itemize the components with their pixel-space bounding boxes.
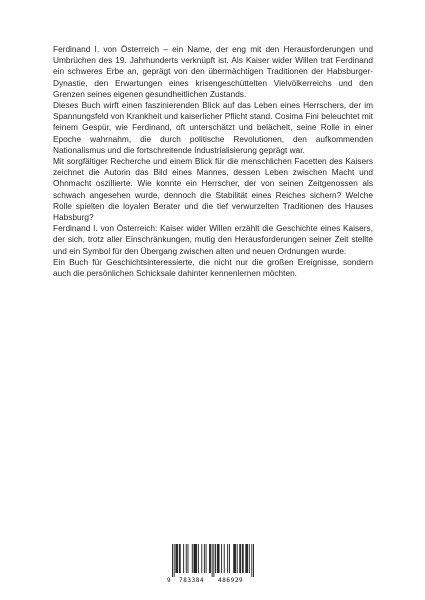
barcode-first-digit: 9 [167, 577, 171, 584]
barcode-bar [180, 544, 181, 573]
barcode-bar [229, 544, 230, 573]
barcode-bar [186, 544, 187, 573]
barcode-bar [221, 544, 222, 573]
barcode-bar [194, 544, 195, 573]
blurb-paragraph-3: Mit sorgfältiger Recherche und einem Blick für die menschlichen Facetten des Kaisers zeichnet die Autorin das Bild eines Mannes, dessen Leben zwischen Macht und Ohnmacht oszillierte. Wie konnte ein Herrscher, der von seinen Zeitgenossen als schwach angesehen wurde, dennoch die Stabilität eines Reiches sichern? Welche Rolle spielten die loyalen Berater und die tief verwurzelten Traditionen des Hauses Habsburg? [53, 156, 373, 223]
barcode-bar [245, 544, 246, 573]
blurb-paragraph-2: Dieses Buch wirft einen faszinierenden Blick auf das Leben eines Herrschers, der im Spannungsfeld von Krankheit und kaiserlicher Pflicht stand. Cosima Fini beleuchtet mit feinem Gespür, wie Ferdinand, oft unterschätzt und belächelt, seine Rolle in einer Epoche wahrnahm, die durch politische Revolutionen, den aufkommenden Nationalismus und die fortschreitende Industrialisierung geprägt war. [53, 100, 373, 155]
barcode-bar [179, 544, 180, 573]
barcode-bar [233, 544, 234, 573]
barcode-bar [217, 544, 218, 573]
barcode-bars [172, 544, 254, 577]
barcode-bar [176, 544, 177, 573]
barcode-bar [239, 544, 240, 573]
barcode-bar [246, 544, 247, 573]
barcode-bar [183, 544, 184, 573]
barcode-bar [249, 544, 250, 573]
barcode-right-group: 486929 [218, 577, 244, 584]
barcode-bar [234, 544, 235, 573]
barcode-bar [177, 544, 178, 573]
barcode-bar [195, 544, 196, 573]
barcode-bar [235, 544, 236, 573]
barcode-bar [194, 544, 195, 573]
barcode-bar [204, 544, 205, 573]
isbn-barcode [166, 542, 258, 586]
barcode-bar [247, 544, 248, 573]
barcode-bar [242, 544, 243, 573]
barcode-bar [172, 544, 173, 577]
barcode-left-group: 783384 [179, 577, 205, 584]
barcode-bar [227, 544, 228, 573]
barcode-digits [166, 576, 258, 585]
barcode-bar [209, 544, 210, 573]
barcode-bar [175, 544, 176, 573]
barcode-bar [240, 544, 241, 573]
barcode-bar [188, 544, 189, 573]
barcode-bar [215, 544, 216, 573]
barcode-bar [196, 544, 197, 573]
barcode-bar [218, 544, 219, 573]
blurb-paragraph-5: Ein Buch für Geschichtsinteressierte, die nicht nur die großen Ereignisse, sondern auch die persönlichen Schicksale dahinter kennenlernen möchten. [53, 256, 373, 279]
barcode-bar [219, 544, 220, 573]
barcode-bar [243, 544, 244, 573]
blurb-text [53, 44, 373, 279]
barcode-bar [213, 544, 214, 577]
barcode-bar [224, 544, 225, 573]
barcode-bar [237, 544, 238, 573]
barcode-bar [192, 544, 193, 573]
barcode-bar [198, 544, 199, 573]
barcode-bar [201, 544, 202, 573]
barcode-bar [212, 544, 213, 577]
barcode-bar [206, 544, 207, 573]
barcode-bar [174, 544, 175, 577]
blurb-paragraph-1: Ferdinand I. von Österreich – ein Name, der eng mit den Herausforderungen und Umbrüchen des 19. Jahrhunderts verknüpft ist. Als Kaiser wider Willen trat Ferdinand ein schweres Erbe an, geprägt von den übermächtigen Traditionen der Habsburger-Dynastie, den Erwartungen eines krisengeschüttelten Vielvölkerreichs und den Grenzen seines eigenen gesundheitlichen Zustands. [53, 44, 373, 99]
barcode-bar [253, 544, 254, 577]
blurb-paragraph-4: Ferdinand I. von Österreich: Kaiser wider Willen erzählt die Geschichte eines Kaisers, der sich, trotz aller Einschränkungen, mutig den Herausforderungen seiner Zeit stellte und ein Symbol für den Übergang zwischen alten und neuen Ordnungen wurde. [53, 223, 373, 256]
barcode-bar [251, 544, 252, 577]
barcode-bar [210, 544, 211, 573]
